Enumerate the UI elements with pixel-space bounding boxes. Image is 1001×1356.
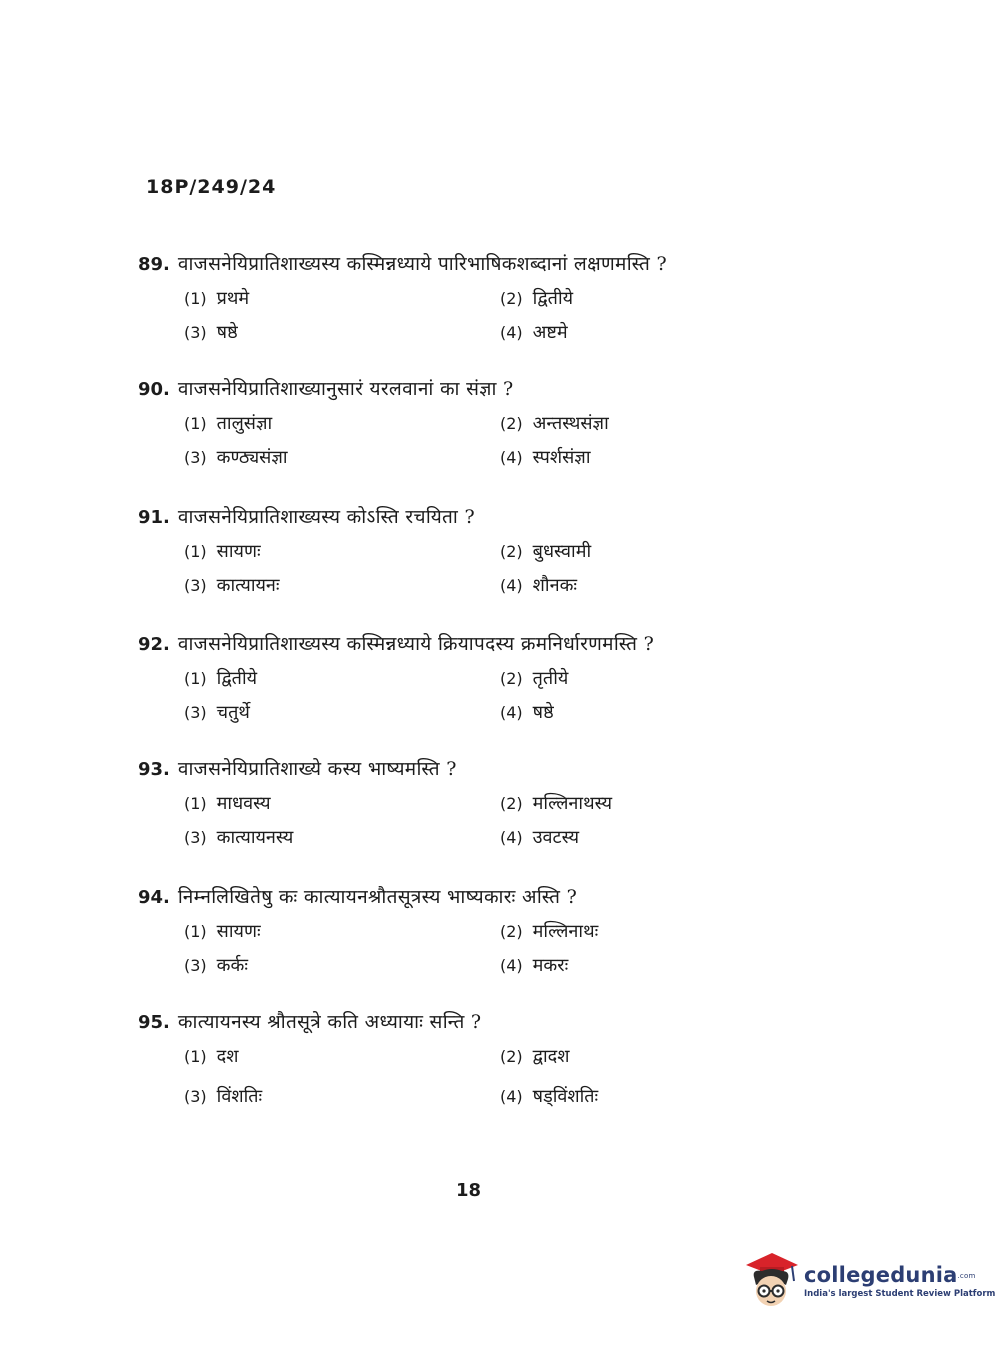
option-label: (3) xyxy=(184,827,207,847)
option-text: कण्ठ्यसंज्ञा xyxy=(216,447,288,468)
logo-text xyxy=(804,1263,995,1300)
option-3 xyxy=(184,571,500,599)
option-4 xyxy=(500,571,800,599)
option-text: मल्लिनाथः xyxy=(532,921,599,942)
option-label: (1) xyxy=(184,288,207,308)
question-text: वाजसनेयिप्रातिशाख्यस्य कस्मिन्नध्याये क्रियापदस्य क्रमनिर्धारणमस्ति ? xyxy=(177,633,655,655)
question-95 xyxy=(138,1008,778,1110)
question-text: वाजसनेयिप्रातिशाख्ये कस्य भाष्यमस्ति ? xyxy=(177,758,457,780)
option-label: (2) xyxy=(500,541,523,561)
option-text: तालुसंज्ञा xyxy=(216,413,273,434)
question-stem xyxy=(138,375,778,405)
option-3 xyxy=(184,698,500,726)
option-label: (4) xyxy=(500,1086,523,1106)
option-text: तृतीये xyxy=(532,668,569,689)
option-2 xyxy=(500,789,800,817)
option-text: अन्तस्थसंज्ञा xyxy=(532,413,609,434)
collegedunia-logo xyxy=(742,1250,996,1312)
question-stem xyxy=(138,755,778,785)
question-90 xyxy=(138,375,778,471)
option-text: बुधस्वामी xyxy=(532,541,592,562)
option-label: (3) xyxy=(184,955,207,975)
option-text: सायणः xyxy=(216,541,261,562)
question-text: कात्यायनस्य श्रौतसूत्रे कति अध्यायाः सन्ति ? xyxy=(177,1011,482,1033)
option-1 xyxy=(184,664,500,692)
option-1 xyxy=(184,789,500,817)
option-label: (1) xyxy=(184,793,207,813)
options-grid xyxy=(184,664,778,726)
option-1 xyxy=(184,917,500,945)
option-3 xyxy=(184,823,500,851)
option-label: (1) xyxy=(184,921,207,941)
mascot-icon xyxy=(742,1251,800,1311)
option-1 xyxy=(184,284,500,312)
options-grid xyxy=(184,409,778,471)
question-stem xyxy=(138,250,778,280)
question-text: वाजसनेयिप्रातिशाख्यस्य कोऽस्ति रचयिता ? xyxy=(177,506,475,528)
option-2 xyxy=(500,917,800,945)
option-4 xyxy=(500,823,800,851)
option-1 xyxy=(184,1042,500,1070)
option-2 xyxy=(500,537,800,565)
option-text: द्वादश xyxy=(532,1046,570,1067)
question-93 xyxy=(138,755,778,851)
option-4 xyxy=(500,698,800,726)
option-3 xyxy=(184,1082,500,1110)
option-2 xyxy=(500,409,800,437)
option-label: (1) xyxy=(184,413,207,433)
option-4 xyxy=(500,1082,800,1110)
option-label: (2) xyxy=(500,793,523,813)
option-label: (4) xyxy=(500,322,523,342)
option-label: (2) xyxy=(500,288,523,308)
question-text: वाजसनेयिप्रातिशाख्यानुसारं यरलवानां का संज्ञा ? xyxy=(177,378,514,400)
options-grid xyxy=(184,789,778,851)
option-label: (1) xyxy=(184,541,207,561)
option-label: (2) xyxy=(500,1046,523,1066)
option-text: सायणः xyxy=(216,921,261,942)
option-text: मकरः xyxy=(532,955,569,976)
paper-code: 18P/249/24 xyxy=(146,176,277,198)
option-4 xyxy=(500,443,800,471)
option-text: कात्यायनः xyxy=(216,575,280,596)
option-text: शौनकः xyxy=(532,575,578,596)
option-1 xyxy=(184,537,500,565)
option-text: दश xyxy=(216,1046,239,1067)
option-label: (3) xyxy=(184,702,207,722)
option-label: (4) xyxy=(500,447,523,467)
option-text: उवटस्य xyxy=(532,827,580,848)
option-text: मल्लिनाथस्य xyxy=(532,793,613,814)
question-number: 90. xyxy=(138,379,170,400)
question-stem xyxy=(138,883,778,913)
page-number: 18 xyxy=(456,1180,482,1201)
option-text: कर्कः xyxy=(216,955,248,976)
options-grid xyxy=(184,284,778,346)
question-text: वाजसनेयिप्रातिशाख्यस्य कस्मिन्नध्याये पारिभाषिकशब्दानां लक्षणमस्ति ? xyxy=(177,253,667,275)
question-89 xyxy=(138,250,778,346)
option-3 xyxy=(184,951,500,979)
option-text: स्पर्शसंज्ञा xyxy=(532,447,591,468)
option-text: चतुर्थे xyxy=(216,702,250,723)
option-label: (3) xyxy=(184,447,207,467)
question-number: 94. xyxy=(138,887,170,908)
option-label: (4) xyxy=(500,955,523,975)
question-number: 89. xyxy=(138,254,170,275)
option-3 xyxy=(184,443,500,471)
question-number: 91. xyxy=(138,507,170,528)
option-2 xyxy=(500,284,800,312)
option-text: विंशतिः xyxy=(216,1086,263,1107)
option-text: षड्विंशतिः xyxy=(532,1086,599,1107)
option-label: (4) xyxy=(500,702,523,722)
option-label: (1) xyxy=(184,1046,207,1066)
option-label: (3) xyxy=(184,575,207,595)
option-text: माधवस्य xyxy=(216,793,271,814)
question-stem xyxy=(138,1008,778,1038)
option-3 xyxy=(184,318,500,346)
option-4 xyxy=(500,951,800,979)
option-label: (2) xyxy=(500,921,523,941)
option-label: (4) xyxy=(500,827,523,847)
options-grid xyxy=(184,1042,778,1110)
question-number: 92. xyxy=(138,634,170,655)
question-text: निम्नलिखितेषु कः कात्यायनश्रौतसूत्रस्य भाष्यकारः अस्ति ? xyxy=(177,886,578,908)
option-label: (1) xyxy=(184,668,207,688)
question-stem xyxy=(138,630,778,660)
question-number: 95. xyxy=(138,1012,170,1033)
options-grid xyxy=(184,917,778,979)
brand-tagline: India's largest Student Review Platform xyxy=(804,1288,996,1299)
brand-suffix: .com xyxy=(957,1271,976,1280)
question-number: 93. xyxy=(138,759,170,780)
option-label: (3) xyxy=(184,1086,207,1106)
option-1 xyxy=(184,409,500,437)
option-label: (2) xyxy=(500,413,523,433)
option-2 xyxy=(500,664,800,692)
question-94 xyxy=(138,883,778,979)
option-label: (2) xyxy=(500,668,523,688)
options-grid xyxy=(184,537,778,599)
option-label: (4) xyxy=(500,575,523,595)
option-text: अष्टमे xyxy=(532,322,568,343)
option-text: द्वितीये xyxy=(216,668,258,689)
option-label: (3) xyxy=(184,322,207,342)
brand-name: collegedunia.com xyxy=(804,1262,976,1287)
option-text: कात्यायनस्य xyxy=(216,827,294,848)
question-stem xyxy=(138,503,778,533)
question-92 xyxy=(138,630,778,726)
option-2 xyxy=(500,1042,800,1070)
option-text: द्वितीये xyxy=(532,288,574,309)
option-text: षष्ठे xyxy=(532,702,554,723)
option-text: प्रथमे xyxy=(216,288,250,309)
question-91 xyxy=(138,503,778,599)
option-text: षष्ठे xyxy=(216,322,238,343)
option-4 xyxy=(500,318,800,346)
